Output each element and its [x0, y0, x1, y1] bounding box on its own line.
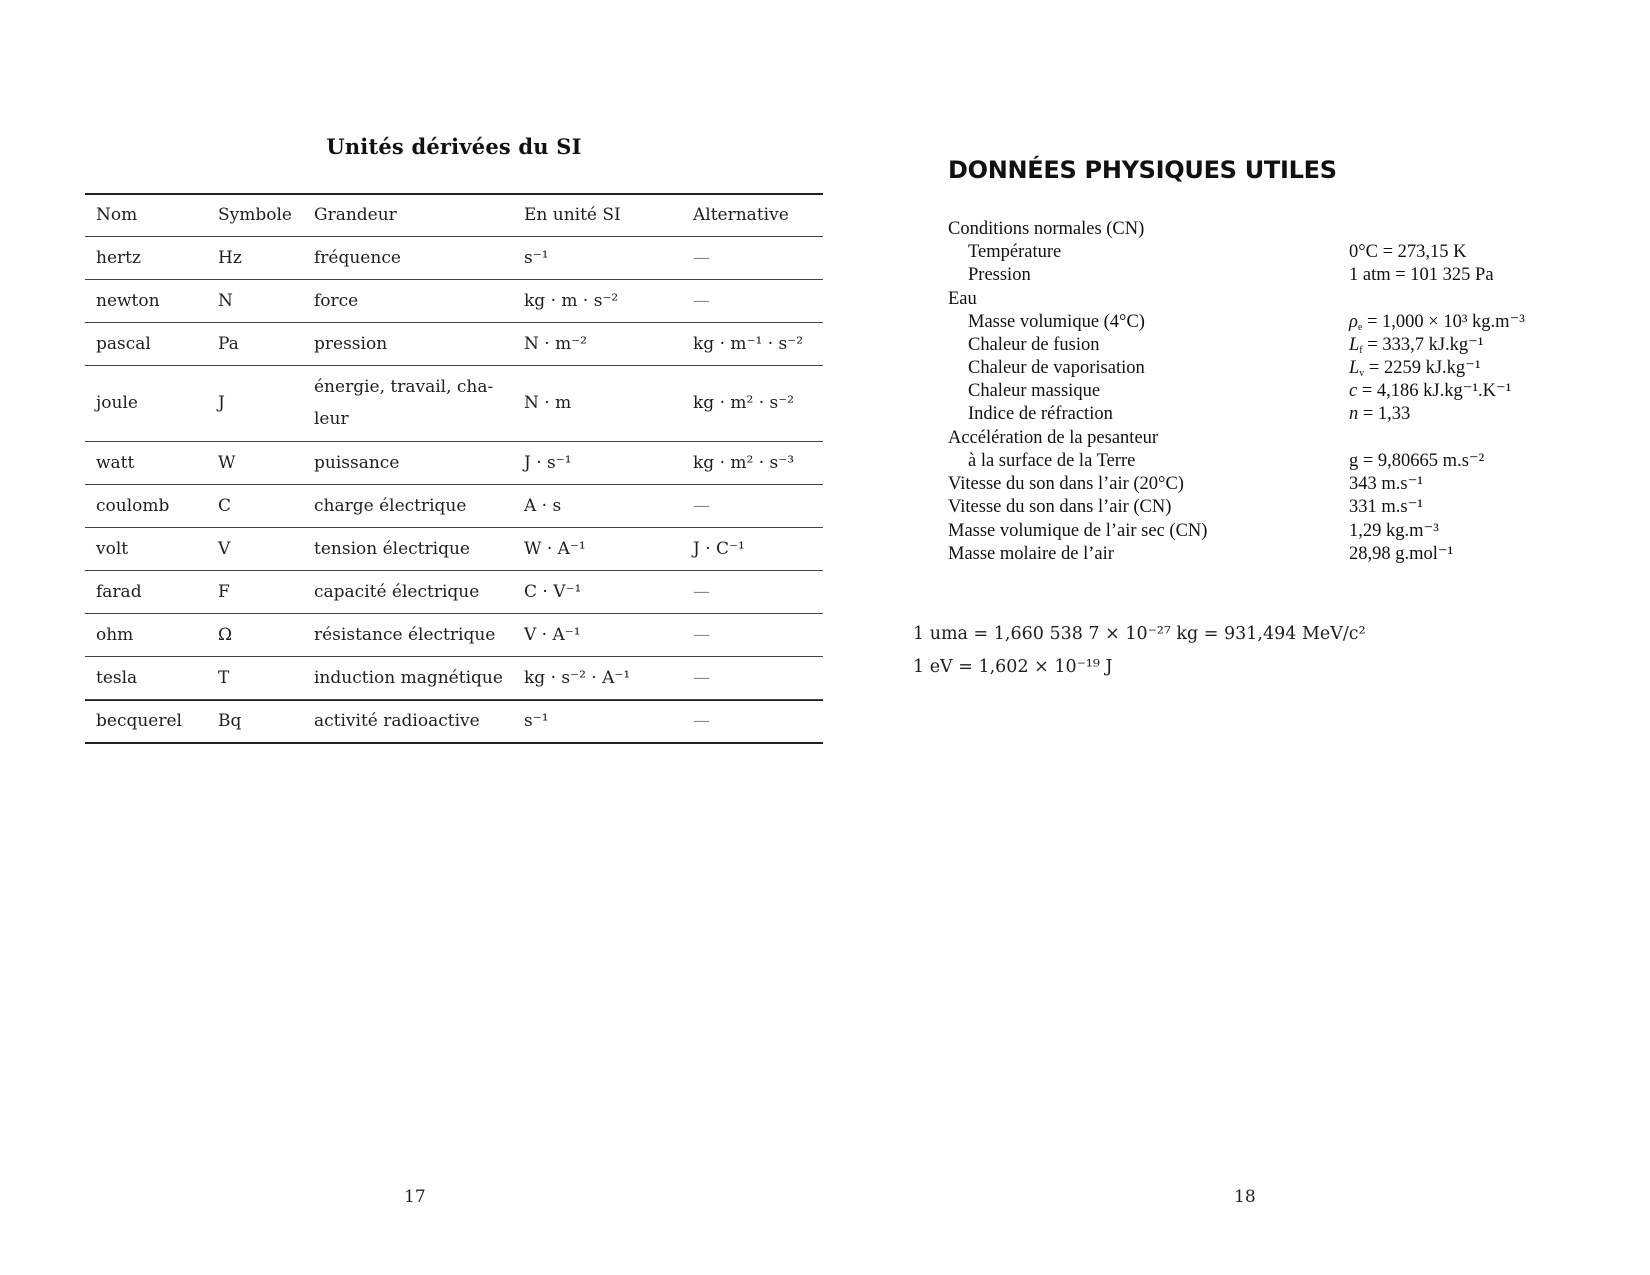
- column-header-nom: Nom: [96, 205, 138, 225]
- cell-alternative: kg · m² · s⁻²: [693, 393, 795, 413]
- entry-label: Indice de réfraction: [968, 404, 1113, 424]
- entry-label: Chaleur massique: [968, 381, 1101, 401]
- cell-alternative: kg · m⁻¹ · s⁻²: [693, 334, 804, 354]
- row-divider: [85, 279, 823, 280]
- formula-atomic-mass-unit: 1 uma = 1,660 538 7 × 10⁻²⁷ kg = 931,494 MeV/c²: [913, 624, 1366, 644]
- cell-si: W · A⁻¹: [524, 539, 586, 559]
- entry-value: 343 m.s⁻¹: [1349, 474, 1423, 494]
- cell-nom: tesla: [96, 668, 138, 688]
- entry-value: g = 9,80665 m.s⁻²: [1349, 451, 1485, 471]
- row-divider: [85, 656, 823, 657]
- table-header-rule: [85, 236, 823, 237]
- cell-nom: becquerel: [96, 711, 182, 731]
- cell-nom: joule: [96, 393, 138, 413]
- entry-label: Eau: [948, 289, 977, 309]
- cell-alternative: kg · m² · s⁻³: [693, 453, 795, 473]
- cell-alternative: —: [693, 582, 710, 602]
- entry-label: Pression: [968, 265, 1031, 285]
- cell-symbole: F: [218, 582, 230, 602]
- row-divider: [85, 699, 823, 700]
- cell-grandeur: fréquence: [314, 248, 401, 268]
- cell-grandeur: tension électrique: [314, 539, 470, 559]
- cell-nom: farad: [96, 582, 142, 602]
- cell-si: s⁻¹: [524, 711, 549, 731]
- cell-nom: coulomb: [96, 496, 170, 516]
- cell-alternative: —: [693, 291, 710, 311]
- column-header-alternative: Alternative: [693, 205, 789, 225]
- row-divider: [85, 365, 823, 366]
- cell-nom: pascal: [96, 334, 151, 354]
- row-divider: [85, 570, 823, 571]
- cell-si: J · s⁻¹: [524, 453, 572, 473]
- entry-value: 1,29 kg.m⁻³: [1349, 521, 1439, 541]
- entry-label: à la surface de la Terre: [968, 451, 1136, 471]
- entry-value: n = 1,33: [1349, 404, 1411, 424]
- cell-symbole: Ω: [218, 625, 233, 645]
- cell-si: kg · m · s⁻²: [524, 291, 619, 311]
- cell-alternative: —: [693, 625, 710, 645]
- entry-label: Masse volumique de l’air sec (CN): [948, 521, 1208, 541]
- cell-grandeur: charge électrique: [314, 496, 467, 516]
- entry-value: $L_v = 2259$ kJ.kg⁻¹: [1349, 358, 1481, 379]
- entry-label: Accélération de la pesanteur: [948, 428, 1159, 448]
- cell-alternative: —: [693, 668, 710, 688]
- page-title-derived-si-units: Unités dérivées du SI: [326, 134, 582, 159]
- entry-value: 1 atm = 101 325 Pa: [1349, 265, 1494, 285]
- page-title-physical-data: DONNÉES PHYSIQUES UTILES: [948, 156, 1337, 184]
- cell-grandeur: pression: [314, 334, 388, 354]
- cell-symbole: Bq: [218, 711, 242, 731]
- cell-si: kg · s⁻² · A⁻¹: [524, 668, 631, 688]
- page-number-left: 17: [404, 1187, 426, 1207]
- cell-grandeur: force: [314, 291, 359, 311]
- cell-si: N · m⁻²: [524, 334, 587, 354]
- cell-grandeur: capacité électrique: [314, 582, 480, 602]
- entry-value: 0°C = 273,15 K: [1349, 242, 1467, 262]
- entry-label: Chaleur de vaporisation: [968, 358, 1145, 378]
- entry-label: Température: [968, 242, 1062, 262]
- row-divider: [85, 441, 823, 442]
- cell-si: C · V⁻¹: [524, 582, 582, 602]
- cell-symbole: V: [218, 539, 231, 559]
- cell-grandeur-line1: énergie, travail, cha-: [314, 377, 494, 397]
- cell-alternative: —: [693, 711, 710, 731]
- cell-nom: hertz: [96, 248, 141, 268]
- cell-si: s⁻¹: [524, 248, 549, 268]
- table-bottom-rule: [85, 742, 823, 744]
- cell-grandeur: induction magnétique: [314, 668, 503, 688]
- cell-symbole: Hz: [218, 248, 242, 268]
- cell-grandeur: activité radioactive: [314, 711, 480, 731]
- cell-si: V · A⁻¹: [524, 625, 581, 645]
- page-number-right: 18: [1234, 1187, 1256, 1207]
- cell-alternative: —: [693, 496, 710, 516]
- cell-alternative: —: [693, 248, 710, 268]
- cell-nom: watt: [96, 453, 135, 473]
- cell-nom: volt: [96, 539, 129, 559]
- entry-label: Masse molaire de l’air: [948, 544, 1114, 564]
- entry-label: Masse volumique (4°C): [968, 312, 1145, 332]
- cell-symbole: J: [218, 393, 225, 413]
- entry-label: Chaleur de fusion: [968, 335, 1100, 355]
- formula-electronvolt: 1 eV = 1,602 × 10⁻¹⁹ J: [913, 657, 1113, 677]
- entry-value: $\rho_e = 1,000 \times 10^3$ kg.m⁻³: [1349, 312, 1525, 333]
- cell-symbole: Pa: [218, 334, 239, 354]
- cell-grandeur-line2: leur: [314, 409, 349, 429]
- cell-nom: ohm: [96, 625, 134, 645]
- entry-value: $L_f = 333,7$ kJ.kg⁻¹: [1349, 335, 1484, 356]
- entry-label: Vitesse du son dans l’air (20°C): [948, 474, 1184, 494]
- cell-symbole: N: [218, 291, 233, 311]
- row-divider: [85, 613, 823, 614]
- row-divider: [85, 527, 823, 528]
- cell-symbole: T: [218, 668, 230, 688]
- cell-symbole: C: [218, 496, 232, 516]
- column-header-si: En unité SI: [524, 205, 621, 225]
- cell-nom: newton: [96, 291, 160, 311]
- column-header-symbole: Symbole: [218, 205, 292, 225]
- row-divider: [85, 484, 823, 485]
- table-row: [85, 699, 823, 743]
- entry-value: c = 4,186 kJ.kg⁻¹.K⁻¹: [1349, 381, 1512, 401]
- cell-si: A · s: [524, 496, 562, 516]
- entry-value: 331 m.s⁻¹: [1349, 497, 1423, 517]
- column-header-grandeur: Grandeur: [314, 205, 397, 225]
- cell-grandeur: résistance électrique: [314, 625, 496, 645]
- entry-label: Vitesse du son dans l’air (CN): [948, 497, 1172, 517]
- table-top-rule: [85, 193, 823, 195]
- cell-symbole: W: [218, 453, 236, 473]
- cell-alternative: J · C⁻¹: [693, 539, 745, 559]
- row-divider: [85, 322, 823, 323]
- cell-si: N · m: [524, 393, 572, 413]
- entry-value: 28,98 g.mol⁻¹: [1349, 544, 1454, 564]
- cell-grandeur: puissance: [314, 453, 400, 473]
- entry-label: Conditions normales (CN): [948, 219, 1145, 239]
